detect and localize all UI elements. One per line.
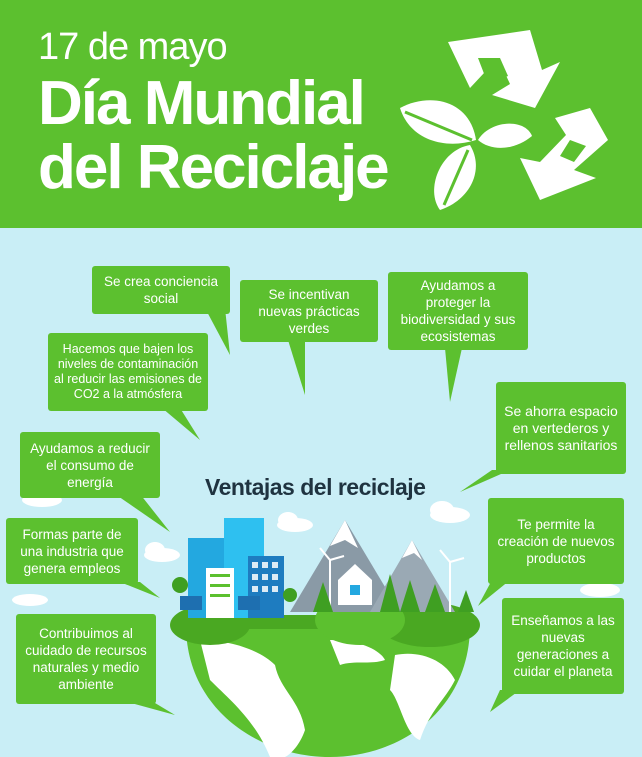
title-line-1: Día Mundial <box>38 69 364 138</box>
bubble-conciencia-social: Se crea conciencia social <box>92 266 230 314</box>
date-label: 17 de mayo <box>38 26 227 68</box>
bubble-consumo-energia: Ayudamos a reducir el consumo de energía <box>20 432 160 498</box>
bubble-practicas-verdes: Se incentivan nuevas prácticas verdes <box>240 280 378 342</box>
bubble-contaminacion: Hacemos que bajen los niveles de contaminación al reducir las emisiones de CO2 a la atmósfera <box>48 333 208 411</box>
bubble-biodiversidad: Ayudamos a proteger la biodiversidad y sus ecosistemas <box>388 272 528 350</box>
bubble-empleos: Formas parte de una industria que genera empleos <box>6 518 138 584</box>
bubble-recursos-naturales: Contribuimos al cuidado de recursos naturales y medio ambiente <box>16 614 156 704</box>
bubble-nuevas-generaciones: Enseñamos a las nuevas generaciones a cuidar el planeta <box>502 598 624 694</box>
center-title: Ventajas del reciclaje <box>205 474 426 500</box>
bubble-vertederos: Se ahorra espacio en vertederos y rellenos sanitarios <box>496 382 626 474</box>
bubble-nuevos-productos: Te permite la creación de nuevos productos <box>488 498 624 584</box>
title-line-2: del Reciclaje <box>38 133 388 202</box>
